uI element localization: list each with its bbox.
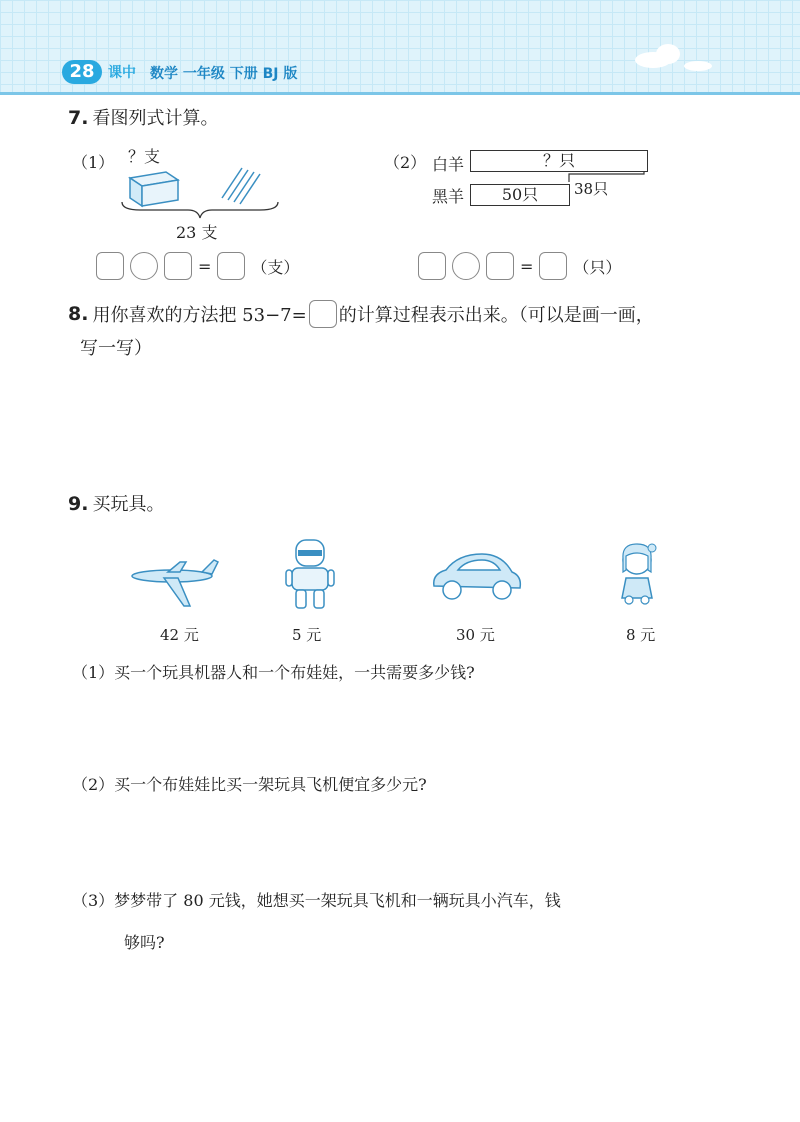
q8-answer-box[interactable] bbox=[309, 300, 337, 328]
page-number: 28 bbox=[62, 60, 102, 84]
black-sheep-bar: 50只 bbox=[470, 184, 570, 206]
cloud-icon bbox=[628, 38, 718, 78]
result-box[interactable] bbox=[217, 252, 245, 280]
q8-number: 8. bbox=[68, 303, 89, 325]
car-icon bbox=[428, 548, 524, 608]
total-brace bbox=[120, 200, 280, 220]
difference-label: 38只 bbox=[574, 180, 609, 198]
result-box[interactable] bbox=[539, 252, 567, 280]
q9-number: 9. bbox=[68, 493, 89, 515]
header-divider bbox=[0, 92, 800, 95]
doll-price: 8 元 bbox=[626, 626, 656, 644]
robot-price: 5 元 bbox=[292, 626, 322, 644]
q9-sub1: （1）买一个玩具机器人和一个布娃娃，一共需要多少钱? bbox=[72, 663, 475, 682]
airplane-icon bbox=[128, 556, 222, 610]
q8-line1: 8. 用你喜欢的方法把 53−7= 的计算过程表示出来。（可以是画一画， bbox=[68, 300, 654, 328]
q7-part2-equation: = （只） bbox=[418, 252, 621, 280]
answer-box[interactable] bbox=[418, 252, 446, 280]
airplane-price: 42 元 bbox=[160, 626, 199, 644]
answer-box[interactable] bbox=[486, 252, 514, 280]
q7-title: 7. 看图列式计算。 bbox=[68, 107, 219, 129]
car-price: 30 元 bbox=[456, 626, 495, 644]
operator-circle[interactable] bbox=[452, 252, 480, 280]
doll-icon bbox=[612, 540, 662, 606]
unit-label: （只） bbox=[573, 257, 622, 277]
operator-circle[interactable] bbox=[130, 252, 158, 280]
answer-box[interactable] bbox=[164, 252, 192, 280]
q7-part2-label: （2） bbox=[384, 153, 427, 172]
q7-part1-label: （1） bbox=[72, 153, 115, 172]
white-sheep-label: 白羊 bbox=[432, 155, 465, 174]
brand-logo: 课中 bbox=[108, 65, 136, 81]
q9-sub3-line1: （3）梦梦带了 80 元钱，她想买一架玩具飞机和一辆玩具小汽车，钱 bbox=[72, 891, 561, 910]
q8-line2: 写一写） bbox=[80, 338, 152, 359]
robot-icon bbox=[280, 538, 340, 612]
book-subject: 数学 一年级 下册 BJ 版 bbox=[150, 66, 298, 82]
q7-part1-equation: = （支） bbox=[96, 252, 299, 280]
q9-sub2: （2）买一个布娃娃比买一架玩具飞机便宜多少元? bbox=[72, 775, 427, 794]
q9-title: 9. 买玩具。 bbox=[68, 493, 165, 515]
black-sheep-label: 黑羊 bbox=[432, 187, 465, 206]
white-sheep-bar: ？只 bbox=[470, 150, 648, 172]
answer-box[interactable] bbox=[96, 252, 124, 280]
q7-number: 7. bbox=[68, 107, 89, 129]
q7-total-label: 23 支 bbox=[176, 223, 218, 242]
q7-unknown-label: ？支 bbox=[128, 147, 161, 166]
unit-label: （支） bbox=[251, 257, 300, 277]
q9-sub3-line2: 够吗? bbox=[124, 933, 165, 952]
